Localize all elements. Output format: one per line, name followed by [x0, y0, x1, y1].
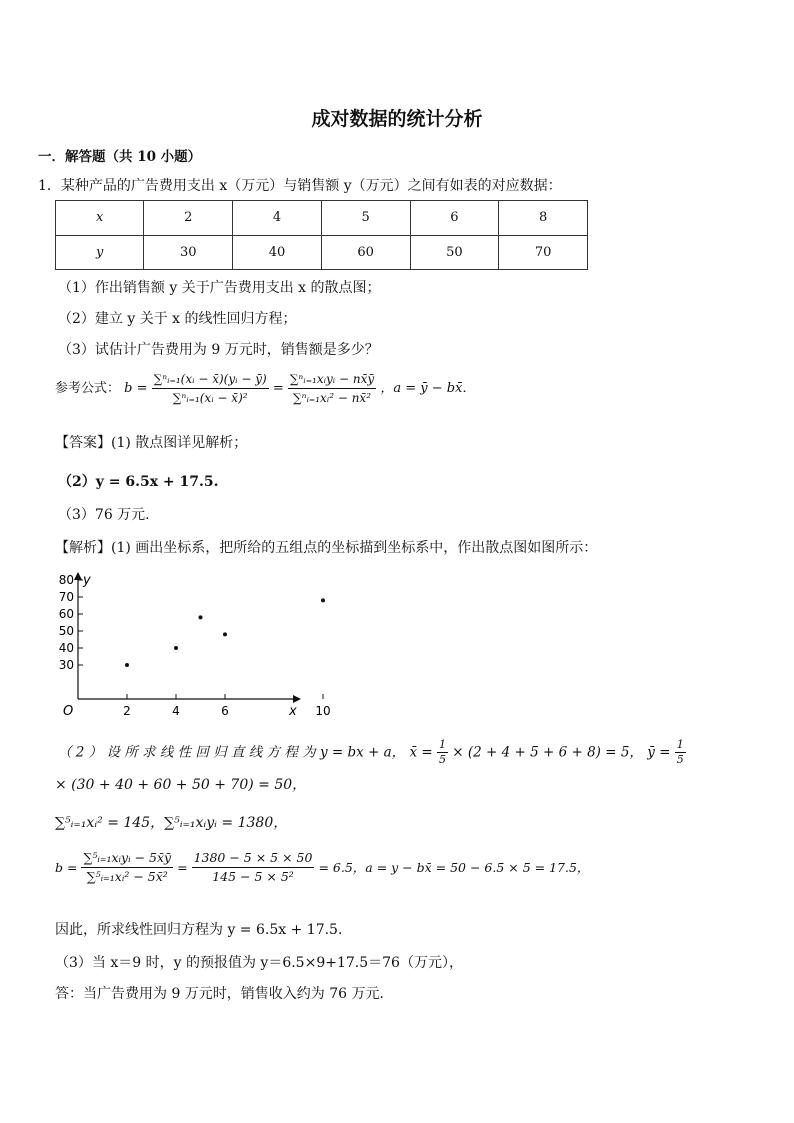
data-table [55, 200, 588, 270]
formula-fraction-2 [288, 370, 376, 407]
table-cell: 70 [499, 235, 588, 270]
table-cell: x [56, 201, 144, 236]
analysis-2-text: （ 2 ） 设 所 求 线 性 回 归 直 线 方 程 为 y = bx + a， x̄ = [58, 744, 437, 761]
calc-fraction-1 [81, 849, 173, 886]
calc-b-label: b = [55, 859, 78, 875]
question-stem: 1．某种产品的广告费用支出 x（万元）与销售额 y（万元）之间有如表的对应数据： [38, 178, 562, 194]
x-tick-label: 2 [123, 704, 131, 718]
data-point [321, 598, 325, 602]
calculation-b: b = $\frac{\text{∑⁵ᵢ₌₁xᵢyᵢ − 5x̄ȳ}}{\text{∑⁵ᵢ₌₁xᵢ² − 5x̄²}}$ = $\frac{1380 - 5 \times 5 \times 50}{\text{145 − 5 × 5²}}$ = 6.5，a = y − bx̄ = 50 − 6.5 × 5 = 17.5， [55, 850, 590, 884]
page-title: 成对数据的统计分析 [311, 108, 483, 130]
x-axis-label: x [289, 704, 297, 719]
y-tick-label: 40 [58, 641, 74, 655]
table-cell: 6 [410, 201, 499, 236]
reference-formula: 参考公式： b = $\frac{\text{∑ⁿᵢ₌₁(xᵢ − x̄)(yᵢ − ȳ)}}{\text{∑ⁿᵢ₌₁(xᵢ − x̄)²}}$ = $\frac{\text{∑ⁿᵢ₌₁xᵢyᵢ − nx̄ȳ}}{\text{∑ⁿᵢ₌₁xᵢ² − nx̄²}}$ ，a = ȳ − bx̄． [55, 372, 476, 405]
y-axis-arrow [74, 572, 82, 580]
analysis-2-sums: ∑⁵ᵢ₌₁xᵢ² = 145，∑⁵ᵢ₌₁xᵢyᵢ = 1380， [55, 815, 288, 831]
formula-fraction-1-denominator: ∑ⁿᵢ₌₁(xᵢ − x̄)² [172, 391, 248, 405]
table-cell: 8 [499, 201, 588, 236]
table-cell: 5 [321, 201, 410, 236]
part-3-text: （3）试估计广告费用为 9 万元时，销售额是多少？ [58, 342, 379, 358]
table-row [56, 235, 588, 270]
calc-fraction-2 [192, 849, 315, 886]
calc-result: = 6.5，a = y − bx̄ = 50 − 6.5 × 5 = 17.5， [318, 859, 590, 875]
x-axis-arrow [293, 695, 301, 703]
part-1-text: （1）作出销售额 y 关于广告费用支出 x 的散点图； [58, 280, 381, 296]
part-2-text: （2）建立 y 关于 x 的线性回归方程； [58, 311, 297, 327]
y-tick-label: 70 [58, 590, 74, 604]
table-cell: y [56, 235, 144, 270]
table-cell: 2 [144, 201, 233, 236]
formula-fraction-1-numerator: ∑ⁿᵢ₌₁(xᵢ − x̄)(yᵢ − ȳ) [152, 370, 269, 389]
calc-fraction-1-denominator: ∑⁵ᵢ₌₁xᵢ² − 5x̄² [86, 869, 168, 884]
answer-2: （2）y = 6.5x + 17.5. [58, 474, 219, 490]
fraction-numerator: 1 [676, 738, 684, 751]
data-point [223, 632, 227, 636]
y-axis-label: y [83, 573, 91, 588]
fraction-numerator: 1 [438, 738, 446, 751]
analysis-2-line-1 [58, 738, 686, 767]
analysis-1: 【解析】(1) 画出坐标系，把所给的五组点的坐标描到坐标系中，作出散点图如图所示： [55, 540, 598, 556]
answer-1: 【答案】(1) 散点图详见解析； [55, 435, 248, 451]
x-tick-label: 10 [315, 704, 331, 718]
fraction-denominator: 5 [676, 753, 684, 766]
analysis-3: （3）当 x＝9 时，y 的预报值为 y＝6.5×9+17.5＝76（万元）， [55, 955, 463, 971]
analysis-2-mid: × (2 + 4 + 5 + 6 + 8) = 5， ȳ = [452, 744, 675, 761]
x-tick-label: 6 [221, 704, 229, 718]
y-tick-label: 60 [58, 607, 74, 621]
answer-3: （3）76 万元. [58, 507, 150, 523]
calc-fraction-1-numerator: ∑⁵ᵢ₌₁xᵢyᵢ − 5x̄ȳ [81, 849, 173, 868]
formula-fraction-2-numerator: ∑ⁿᵢ₌₁xᵢyᵢ − nx̄ȳ [288, 370, 376, 389]
one-fifth-fraction [437, 738, 448, 767]
formula-label: 参考公式： [55, 380, 121, 396]
section-heading: 一．解答题（共 10 小题） [38, 149, 202, 165]
final-answer: 答：当广告费用为 9 万元时，销售收入约为 76 万元. [55, 986, 384, 1002]
analysis-2-line-2: × (30 + 40 + 60 + 50 + 70) = 50， [55, 777, 307, 793]
conclusion-2: 因此，所求线性回归方程为 y = 6.5x + 17.5. [55, 922, 343, 938]
table-cell: 50 [410, 235, 499, 270]
formula-fraction-1 [152, 370, 269, 407]
table-cell: 40 [233, 235, 322, 270]
table-row [56, 201, 588, 236]
calc-fraction-2-denominator: 145 − 5 × 5² [212, 869, 294, 884]
table-cell: 60 [321, 235, 410, 270]
y-tick-label: 50 [58, 624, 74, 638]
table-cell: 4 [233, 201, 322, 236]
x-tick-label: 4 [172, 704, 180, 718]
scatter-plot [55, 568, 331, 728]
one-fifth-fraction [675, 738, 686, 767]
y-tick-label: 30 [58, 658, 74, 672]
formula-a: ，a = ȳ − bx̄． [380, 380, 476, 396]
data-point [199, 615, 203, 619]
origin-label: O [63, 704, 74, 719]
y-tick-label: 80 [58, 573, 74, 587]
formula-b: b = [124, 380, 148, 396]
fraction-denominator: 5 [438, 753, 446, 766]
calc-fraction-2-numerator: 1380 − 5 × 5 × 50 [192, 849, 315, 868]
table-cell: 30 [144, 235, 233, 270]
data-point [125, 663, 129, 667]
data-point [174, 646, 178, 650]
formula-fraction-2-denominator: ∑ⁿᵢ₌₁xᵢ² − nx̄² [293, 391, 372, 405]
